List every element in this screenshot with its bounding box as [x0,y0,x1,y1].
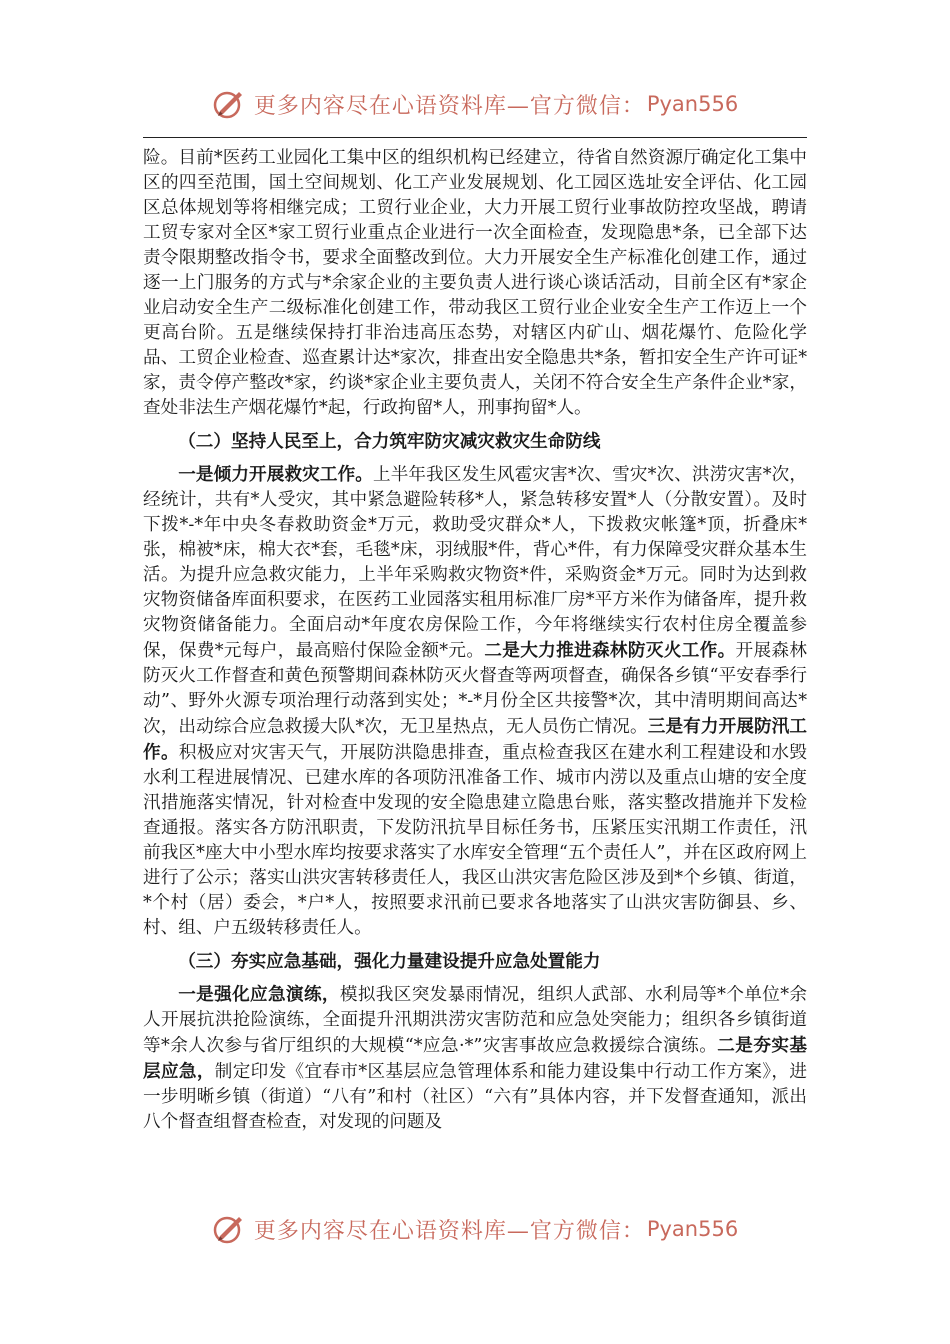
header-rule [143,137,807,138]
paragraph-text: 上半年我区发生风雹灾害*次、雪灾*次、洪涝灾害*次，经统计，共有*人受灾，其中紧急避险转移*人，紧急转移安置*人（分散安置）。及时下拨*-*年中央冬春救助资金*万元，救助受灾群众*人，下拨救灾帐篷*顶，折叠床*张，棉被*床，棉大衣*套，毛毯*床，羽绒服*件，背心*件，有力保障受灾群众基本生活。为提升应急救灾能力，上半年采购救灾物资*件，采购资金*万元。同时为达到救灾物资储备库面积要求，在医药工业园落实租用标准厂房*平方米作为储备库，提升救灾物资储备能力。全面启动*年度农房保险工作，今年将继续实行农村住房全覆盖参保，保费*元每户，最高赔付保险金额*元。 [143,465,807,661]
header-banner-wechat: Pyan556 [646,92,739,116]
lead-phrase: 二是夯实基层应急， [143,1035,807,1082]
paragraph-disaster-relief [143,462,807,941]
lead-phrase: 一是倾力开展救灾工作。 [178,464,374,485]
document-body [143,146,807,1135]
lead-phrase: 一是强化应急演练， [178,984,340,1005]
footer-banner-text: 更多内容尽在心语资料库—官方微信： [253,1218,645,1244]
paragraph-continued: 险。目前*医药工业园化工集中区的组织机构已经建立，待省自然资源厅确定化工集中区的四至范围，国土空间规划、化工产业发展规划、化工园区选址安全评估、化工园区总体规划等将相继完成；工贸行业企业，大力开展工贸行业事故防控攻坚战，聘请工贸专家对全区*家工贸行业重点企业进行一次全面检查，发现隐患*条，已全部下达责令限期整改指令书，要求全面整改到位。大力开展安全生产标准化创建工作，通过逐一上门服务的方式与*余家企业的主要负责人进行谈心谈话活动，目前全区有*家企业启动安全生产二级标准化创建工作，带动我区工贸行业企业安全生产工作迈上一个更高台阶。五是继续保持打非治违高压态势，对辖区内矿山、烟花爆竹、危险化学品、工贸企业检查、巡查累计达*家次，排查出安全隐患共*条，暂扣安全生产许可证*家，责令停产整改*家，约谈*家企业主要负责人，关闭不符合安全生产条件企业*家，查处非法生产烟花爆竹*起，行政拘留*人，刑事拘留*人。 [143,148,807,418]
paragraph-text: 制定印发《宜春市*区基层应急管理体系和能力建设集中行动工作方案》，进一步明晰乡镇（街道）“八有”和村（社区）“六有”具体内容，并下发督查通知，派出八个督查组督查检查，对发现的问题及 [143,1062,807,1132]
pen-logo-icon [212,87,246,121]
lead-phrase: 三是有力开展防汛工作。 [143,716,807,763]
lead-phrase: 二是大力推进森林防灭火工作。 [484,640,736,661]
paragraph-text: 开展森林防灭火工作督查和黄色预警期间森林防灭火督查等两项督查，确保各乡镇“平安春季行动”、野外火源专项治理行动落到实处；*-*月份全区共接警*次，其中清明期间高达*次，出动综合应急救援大队*次，无卫星热点，无人员伤亡情况。 [143,641,807,737]
pen-logo-icon [212,1212,246,1246]
header-banner-text: 更多内容尽在心语资料库—官方微信： [253,93,645,119]
footer-banner-wechat: Pyan556 [646,1217,739,1241]
paragraph-text: 模拟我区突发暴雨情况，组织人武部、水利局等*个单位*余人开展抗洪抢险演练，全面提升汛期洪涝灾害防范和应急处突能力；组织各乡镇街道等*余人次参与省厅组织的大规模“*应急·*”灾害事故应急救援综合演练。 [143,985,807,1056]
section-heading-3: （三）夯实应急基础，强化力量建设提升应急处置能力 [178,951,601,972]
header-banner [0,82,950,126]
section-heading-2: （二）坚持人民至上，合力筑牢防灾减灾救灾生命防线 [178,431,601,452]
paragraph-text: 积极应对灾害天气，开展防洪隐患排查，重点检查我区在建水利工程建设和水毁水利工程进展情况、已建水库的各项防汛准备工作、城市内涝以及重点山塘的安全度汛措施落实情况，针对检查中发现的安全隐患建立隐患台账，落实整改措施并下发检查通报。落实各方防汛职责，下发防汛抗旱目标任务书，压紧压实汛期工作责任，汛前我区*座大中小型水库均按要求落实了水库安全管理“五个责任人”，并在区政府网上进行了公示；落实山洪灾害转移责任人，我区山洪灾害危险区涉及到*个乡镇、街道，*个村（居）委会，*户*人，按照要求汛前已要求各地落实了山洪灾害防御县、乡、村、组、户五级转移责任人。 [143,743,807,938]
paragraph-emergency-basics [143,982,807,1135]
footer-banner [0,1207,950,1251]
